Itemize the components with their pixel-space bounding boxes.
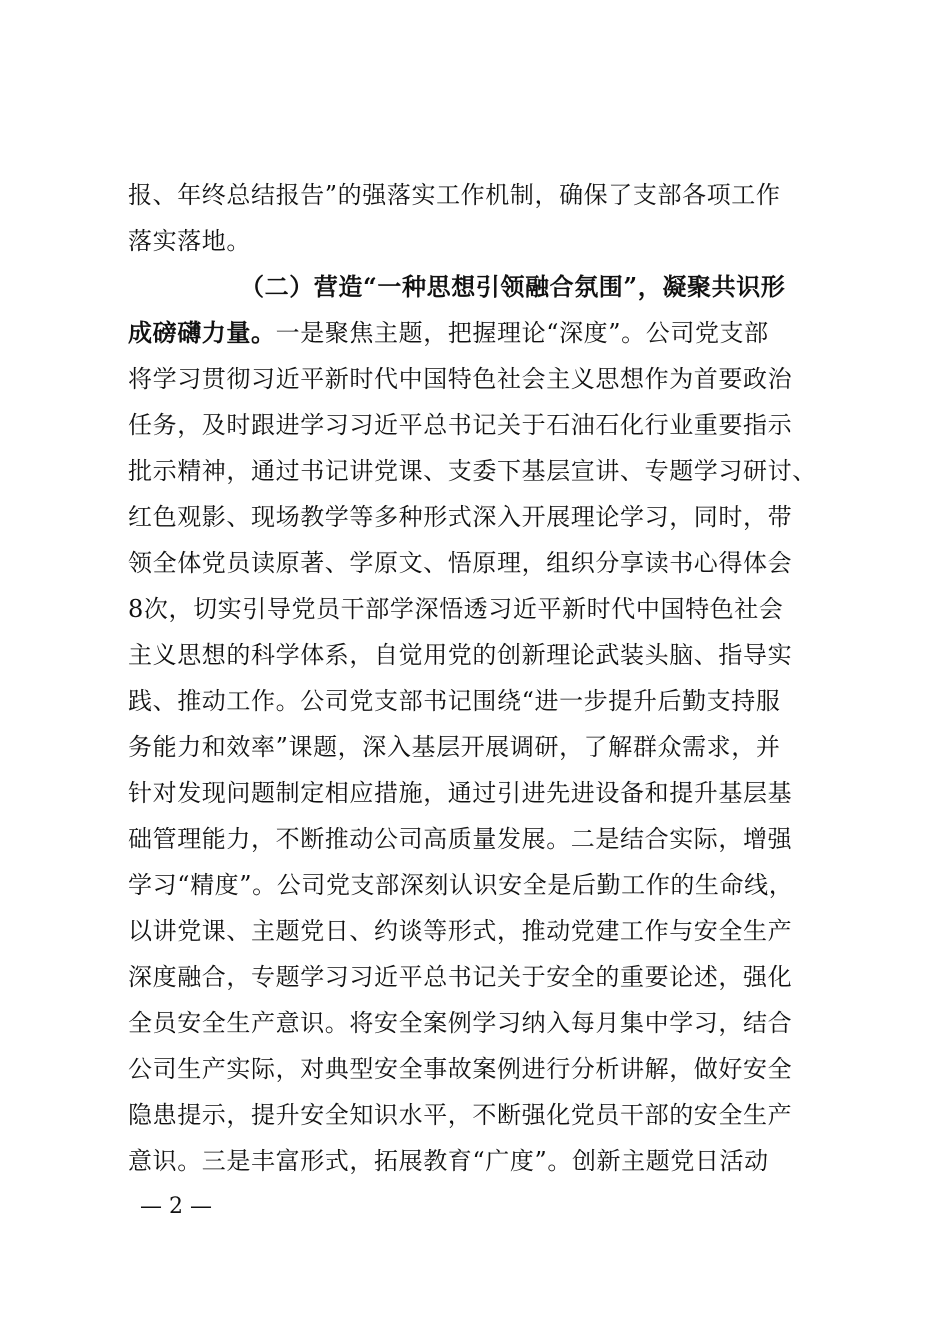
body-line-10: 8次，切实引导党员干部学深悟透习近平新时代中国特色社会 [128, 595, 784, 623]
body-line-20: 公司生产实际，对典型安全事故案例进行分析讲解，做好安全 [128, 1055, 793, 1083]
section-heading-line-2 [128, 313, 828, 353]
section-heading-tail: 成磅礴力量。 [128, 318, 276, 347]
body-line-12: 践、推动工作。公司党支部书记围绕“进一步提升后勤支持服 [128, 687, 781, 715]
body-line-11: 主义思想的科学体系，自觉用党的创新理论武装头脑、指导实 [128, 641, 793, 669]
body-line-14: 针对发现问题制定相应措施，通过引进先进设备和提升基层基 [128, 779, 793, 807]
body-line-7: 批示精神，通过书记讲党课、支委下基层宣讲、专题学习研讨、 [128, 457, 817, 485]
body-line-9: 领全体党员读原著、学原文、悟原理，组织分享读书心得体会 [128, 549, 793, 577]
body-line-4-text: 一是聚焦主题，把握理论“深度”。公司党支部 [275, 319, 769, 347]
body-line-16: 学习“精度”。公司党支部深刻认识安全是后勤工作的生命线， [128, 871, 794, 899]
body-line-5: 将学习贯彻习近平新时代中国特色社会主义思想作为首要政治 [128, 365, 793, 393]
body-line-15: 础管理能力，不断推动公司高质量发展。二是结合实际，增强 [128, 825, 793, 853]
body-line-21: 隐患提示，提升安全知识水平，不断强化党员干部的安全生产 [128, 1101, 793, 1129]
body-line-13: 务能力和效率”课题，深入基层开展调研，了解群众需求，并 [128, 733, 781, 761]
body-line-2: 落实落地。 [128, 227, 251, 255]
body-line-18: 深度融合，专题学习习近平总书记关于安全的重要论述，强化 [128, 963, 793, 991]
body-line-8: 红色观影、现场教学等多种形式深入开展理论学习，同时，带 [128, 503, 793, 531]
body-line-1: 报、年终总结报告”的强落实工作机制，确保了支部各项工作 [128, 181, 781, 209]
body-line-19: 全员安全生产意识。将安全案例学习纳入每月集中学习，结合 [128, 1009, 793, 1037]
body-line-22: 意识。三是丰富形式，拓展教育“广度”。创新主题党日活动 [128, 1147, 769, 1175]
section-heading-line-1: （二）营造“一种思想引领融合氛围”，凝聚共识形 [240, 272, 786, 301]
body-line-17: 以讲党课、主题党日、约谈等形式，推动党建工作与安全生产 [128, 917, 793, 945]
body-line-6: 任务，及时跟进学习习近平总书记关于石油石化行业重要指示 [128, 411, 793, 439]
page-number: — 2 — [140, 1194, 212, 1219]
